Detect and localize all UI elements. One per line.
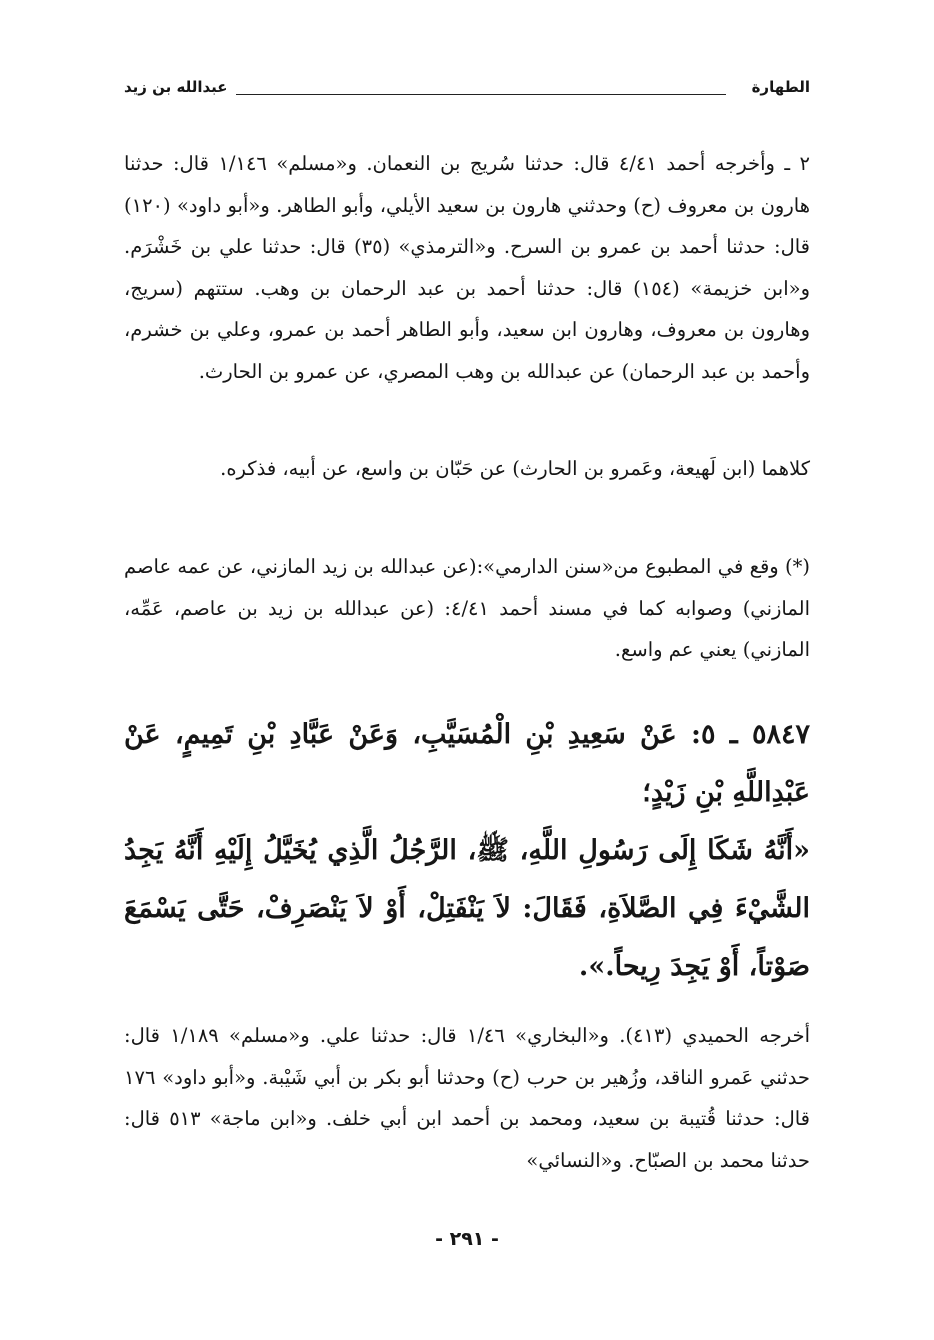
footnote-paragraph-2: ٢ ـ وأخرجه أحمد ٤/٤١ قال: حدثنا سُريج بن النعمان. و«مسلم» ١/١٤٦ قال: حدثنا هارون بن معروف (ح) وحدثني هارون بن سعيد الأيلي، وأبو الطاهر. و«أبو داود» (١٢٠) قال: حدثنا أحمد بن عمرو بن السرح. و«الترمذي» (٣٥) قال: حدثنا علي بن خَشْرَم. و«ابن خزيمة» (١٥٤) قال: حدثنا أحمد بن عبد الرحمان بن وهب. ستتهم (سريج، وهارون بن معروف، وهارون ابن سعيد، وأبو الطاهر أحمد بن عمرو، وعلي بن خشرم، وأحمد بن عبد الرحمان) عن عبدالله بن وهب المصري، عن عمرو بن الحارث. xyxy=(124,152,811,383)
chapter-title: الطهارة xyxy=(751,78,810,96)
footnote-paragraph-asterisk: (*) وقع في المطبوع من«سنن الدارمي»:(عن عبدالله بن زيد المازني، عن عمه عاصم المازني) وصوابه كما في مسند أحمد ٤/٤١: (عن عبدالله بن زيد بن عاصم، عَمِّه، المازني) يعني عم واسع. xyxy=(124,555,810,661)
section-title: عبدالله بن زيد xyxy=(124,78,228,96)
hadith-isnad: ٥٨٤٧ ـ ٥: عَنْ سَعِيدِ بْنِ الْمُسَيَّبِ، وَعَنْ عَبَّادِ بْنِ تَمِيمٍ، عَنْ عَبْدِاللَّهِ بْنِ زَيْدٍ؛ xyxy=(124,719,810,808)
running-header xyxy=(124,78,810,106)
header-rule xyxy=(236,94,726,95)
footnote-paragraph-kilahuma: كلاهما (ابن لَهيعة، وعَمرو بن الحارث) عن حَبّان بن واسع، عن أبيه، فذكره. xyxy=(220,457,810,480)
page-number: - ٢٩١ - xyxy=(435,1228,499,1250)
footnote-takhrij: أخرجه الحميدي (٤١٣). و«البخاري» ١/٤٦ قال: حدثنا علي. و«مسلم» ١/١٨٩ قال: حدثني عَمرو الناقد، وزُهير بن حرب (ح) وحدثنا أبو بكر بن أبي شَيْبة. و«أبو داود» ١٧٦ قال: حدثنا قُتيبة بن سعيد، ومحمد بن أحمد ابن أبي خلف. و«ابن ماجة» ٥١٣ قال: حدثنا محمد بن الصبّاح. و«النسائي» xyxy=(124,1024,810,1172)
hadith-matn: «أَنَّهُ شَكَا إِلَى رَسُولِ اللَّهِ، ﷺ، الرَّجُلُ الَّذِي يُخَيَّلُ إِلَيْهِ أَنَّهُ يَجِدُ الشَّيْءَ فِي الصَّلاَةِ، فَقَالَ: لاَ يَنْفَتِلْ، أَوْ لاَ يَنْصَرِفْ، حَتَّى يَسْمَعَ صَوْتاً، أَوْ يَجِدَ رِيحاً.». xyxy=(124,835,810,982)
